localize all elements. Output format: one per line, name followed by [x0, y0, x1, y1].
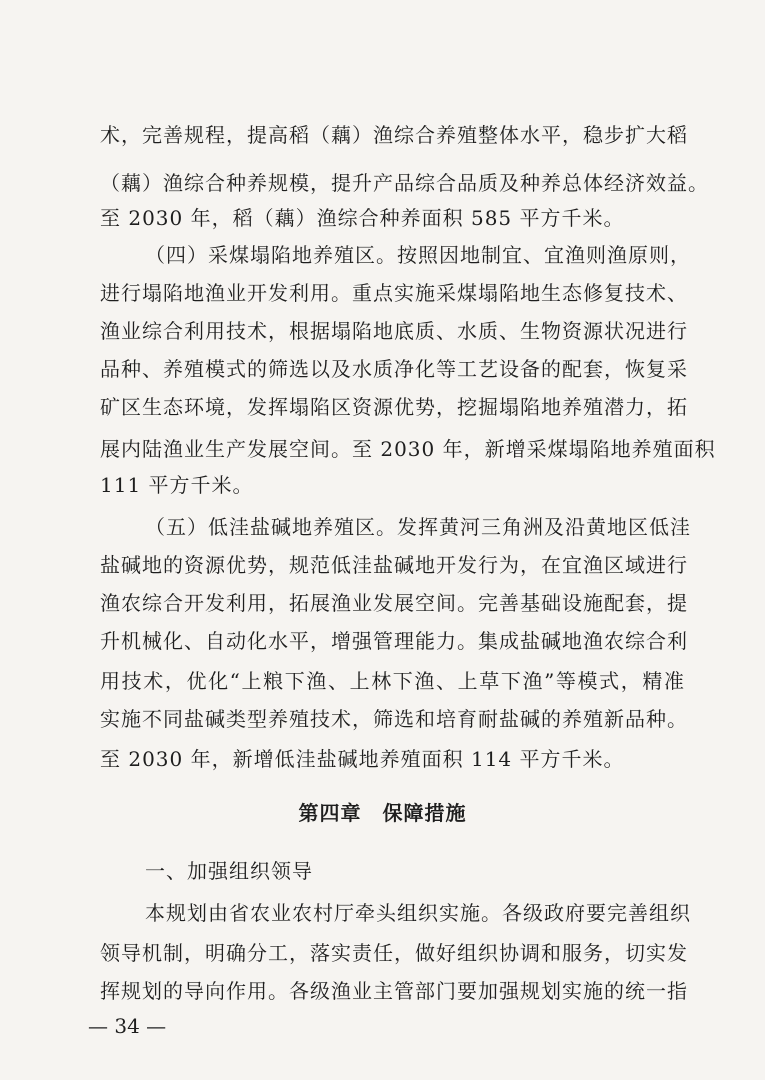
body-line: 用技术，优化“上粮下渔、上林下渔、上草下渔”等模式，精准	[100, 669, 685, 693]
body-line: 升机械化、自动化水平，增强管理能力。集成盐碱地渔农综合利	[100, 629, 688, 653]
body-line: 至 2030 年，稻（藕）渔综合种养面积 585 平方千米。	[100, 206, 625, 230]
body-line: 实施不同盐碱类型养殖技术，筛选和培育耐盐碱的养殖新品种。	[100, 707, 688, 731]
body-line: 至 2030 年，新增低洼盐碱地养殖面积 114 平方千米。	[100, 747, 625, 771]
body-line: 展内陆渔业生产发展空间。至 2030 年，新增采煤塌陷地养殖面积	[100, 437, 716, 461]
body-line: 进行塌陷地渔业开发利用。重点实施采煤塌陷地生态修复技术、	[100, 281, 688, 305]
body-line: 品种、养殖模式的筛选以及水质净化等工艺设备的配套，恢复采	[100, 357, 688, 381]
section-title: 一、加强组织领导	[145, 859, 313, 883]
body-line: 矿区生态环境，发挥塌陷区资源优势，挖掘塌陷地养殖潜力，拓	[100, 395, 688, 419]
body-line: 渔农综合开发利用，拓展渔业发展空间。完善基础设施配套，提	[100, 591, 688, 615]
body-line: （藕）渔综合种养规模，提升产品综合品质及种养总体经济效益。	[100, 171, 709, 195]
page-number: — 34 —	[88, 1014, 167, 1038]
body-line: 渔业综合利用技术，根据塌陷地底质、水质、生物资源状况进行	[100, 319, 688, 343]
body-line: 领导机制，明确分工，落实责任，做好组织协调和服务，切实发	[100, 941, 688, 965]
body-line: （四）采煤塌陷地养殖区。按照因地制宜、宜渔则渔原则，	[145, 243, 691, 267]
chapter-title: 第四章 保障措施	[298, 801, 467, 825]
body-line: 盐碱地的资源优势，规范低洼盐碱地开发行为，在宜渔区域进行	[100, 553, 688, 577]
body-line: 本规划由省农业农村厅牵头组织实施。各级政府要完善组织	[145, 901, 691, 925]
body-line: 111 平方千米。	[100, 473, 254, 497]
body-line: 术，完善规程，提高稻（藕）渔综合养殖整体水平，稳步扩大稻	[100, 123, 688, 147]
body-line: 挥规划的导向作用。各级渔业主管部门要加强规划实施的统一指	[100, 979, 688, 1003]
body-line: （五）低洼盐碱地养殖区。发挥黄河三角洲及沿黄地区低洼	[145, 515, 691, 539]
